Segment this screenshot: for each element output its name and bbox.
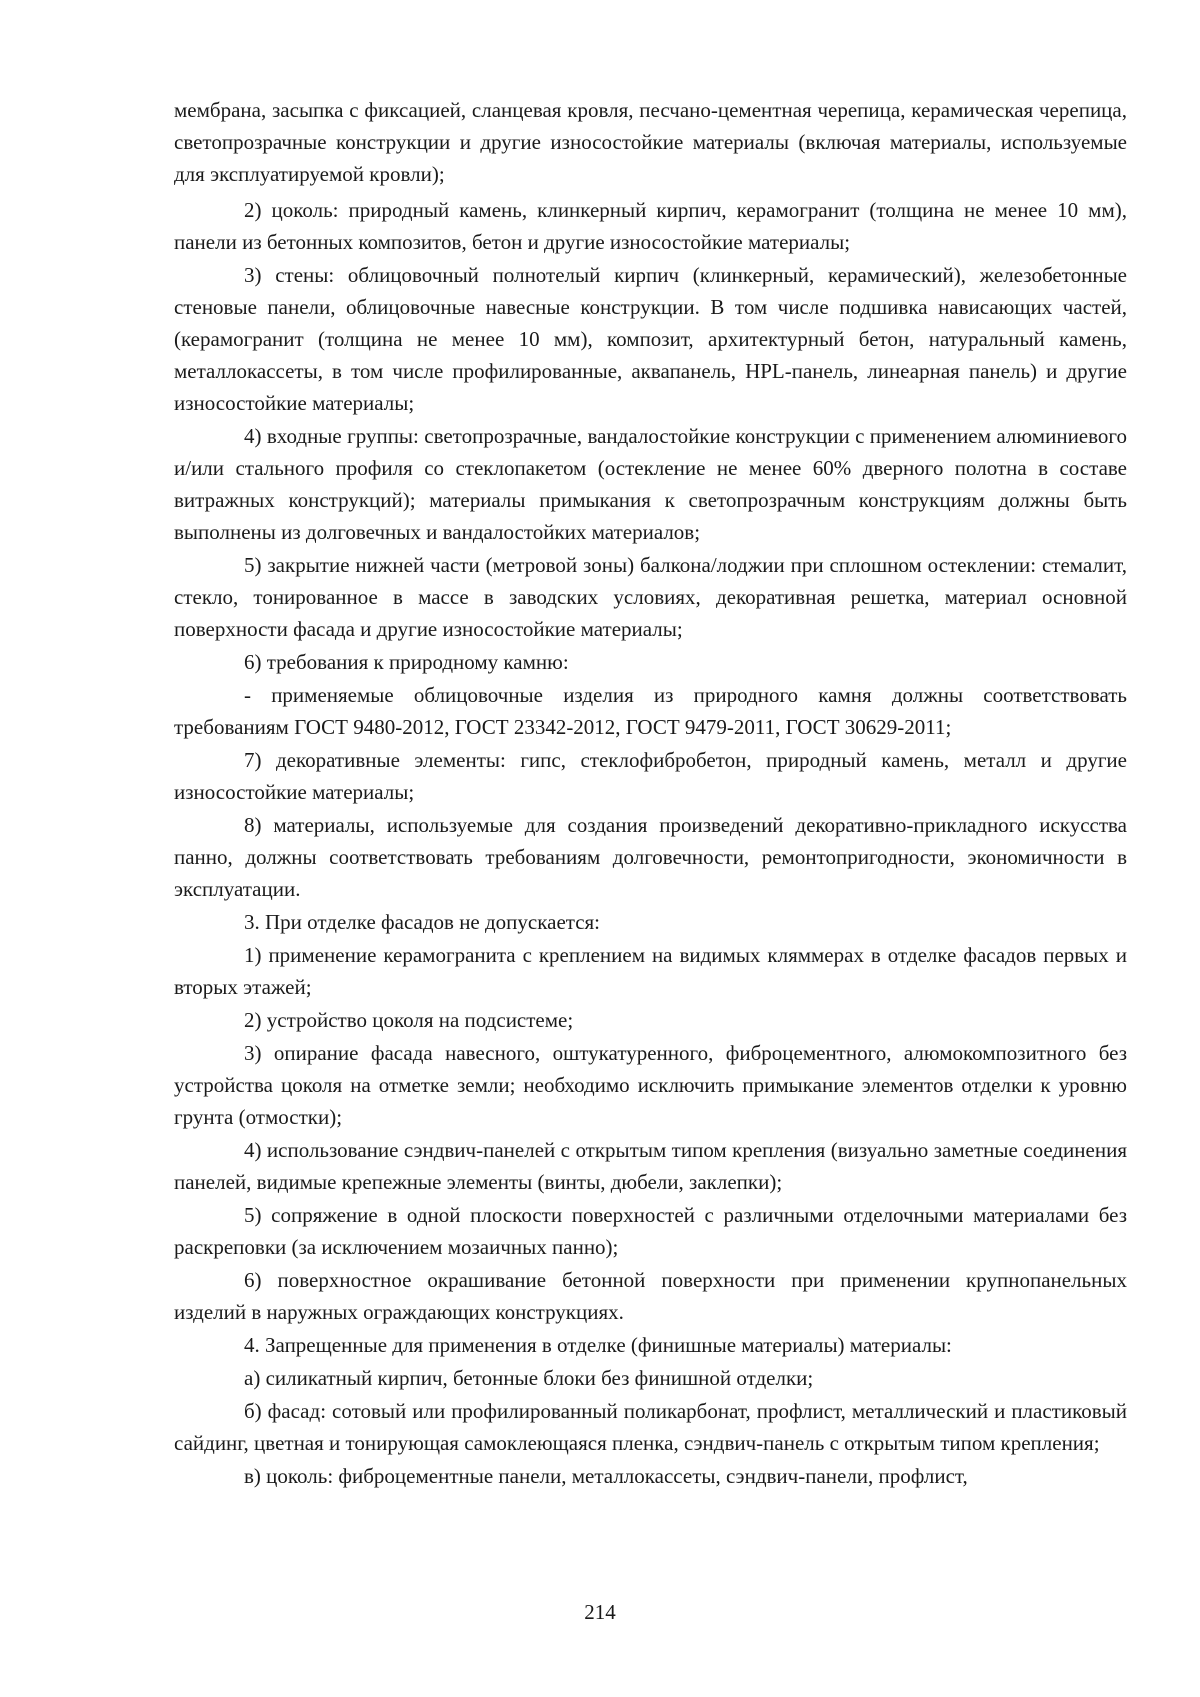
paragraph-facade-prohibited: б) фасад: сотовый или профилированный поликарбонат, профлист, металлический и пластиковый сайдинг, цветная и тонирующая самоклеющаяся пленка, сэндвич-панель с открытым типом крепления; (174, 1399, 1127, 1455)
paragraph-surface-junction: 5) сопряжение в одной плоскости поверхностей с различными отделочными материалами без раскреповки (за исключением мозаичных панно); (174, 1203, 1127, 1259)
paragraph-balcony-closing: 5) закрытие нижней части (метровой зоны) балкона/лоджии при сплошном остеклении: стемалит, стекло, тонированное в массе в заводских условиях, декоративная решетка, материал основной поверхности фасада и другие износостойкие материалы; (174, 553, 1127, 641)
paragraph-stone-requirements: 6) требования к природному камню: (244, 650, 569, 674)
paragraph-walls: 3) стены: облицовочный полнотелый кирпич (клинкерный, керамический), железобетонные стеновые панели, облицовочные навесные конструкции. В том числе подшивка нависающих частей, (керамогранит (толщина не менее 10 мм), композит, архитектурный бетон, натуральный камень, металлокассеты, в том числе профилированные, аквапанель, HPL-панель, линеарная панель) и другие износостойкие материалы; (174, 263, 1127, 415)
paragraph-entrance-groups: 4) входные группы: светопрозрачные, вандалостойкие конструкции с применением алюминиевого и/или стального профиля со стеклопакетом (остекление не менее 60% дверного полотна в составе витражных конструкций); материалы примыкания к светопрозрачным конструкциям должны быть выполнены из долговечных и вандалостойких материалов; (174, 424, 1127, 544)
paragraph-facade-support: 3) опирание фасада навесного, оштукатуренного, фиброцементного, алюмокомпозитного без устройства цоколя на отметке земли; необходимо исключить примыкание элементов отделки к уровню грунта (отмостки); (174, 1041, 1127, 1129)
document-body (174, 94, 1127, 1493)
page-number: 214 (584, 1600, 616, 1624)
paragraph-plinth: 2) цоколь: природный камень, клинкерный кирпич, керамогранит (толщина не менее 10 мм), панели из бетонных композитов, бетон и другие износостойкие материалы; (174, 198, 1127, 254)
paragraph-plinth-subsystem: 2) устройство цоколя на подсистеме; (244, 1008, 574, 1032)
paragraph-decorative-elements: 7) декоративные элементы: гипс, стеклофибробетон, природный камень, металл и другие износостойкие материалы; (174, 748, 1127, 804)
paragraph-roof-materials: мембрана, засыпка с фиксацией, сланцевая кровля, песчано-цементная черепица, керамическая черепица, светопрозрачные конструкции и другие износостойкие материалы (включая материалы, используемые для эксплуатируемой кровли); (174, 98, 1127, 186)
section-heading-not-allowed: 3. При отделке фасадов не допускается: (244, 910, 601, 934)
section-heading-prohibited: 4. Запрещенные для применения в отделке (финишные материалы) материалы: (244, 1333, 952, 1357)
paragraph-porcelain-clamps: 1) применение керамогранита с креплением на видимых кляммерах в отделке фасадов первых и вторых этажей; (174, 943, 1127, 999)
paragraph-sandwich-panels: 4) использование сэндвич-панелей с открытым типом крепления (визуально заметные соединения панелей, видимые крепежные элементы (винты, дюбели, заклепки); (174, 1138, 1127, 1194)
paragraph-stone-gost: - применяемые облицовочные изделия из природного камня должны соответствовать требованиям ГОСТ 9480-2012, ГОСТ 23342-2012, ГОСТ 9479-2011, ГОСТ 30629-2011; (174, 683, 1127, 739)
paragraph-applied-art: 8) материалы, используемые для создания произведений декоративно-прикладного искусства панно, должны соответствовать требованиям долговечности, ремонтопригодности, экономичности в эксплуатации. (174, 813, 1127, 901)
paragraph-concrete-painting: 6) поверхностное окрашивание бетонной поверхности при применении крупнопанельных изделий в наружных ограждающих конструкциях. (174, 1268, 1127, 1324)
paragraph-silicate-brick: а) силикатный кирпич, бетонные блоки без финишной отделки; (244, 1366, 814, 1390)
paragraph-plinth-prohibited: в) цоколь: фиброцементные панели, металлокассеты, сэндвич-панели, профлист, (244, 1464, 968, 1488)
